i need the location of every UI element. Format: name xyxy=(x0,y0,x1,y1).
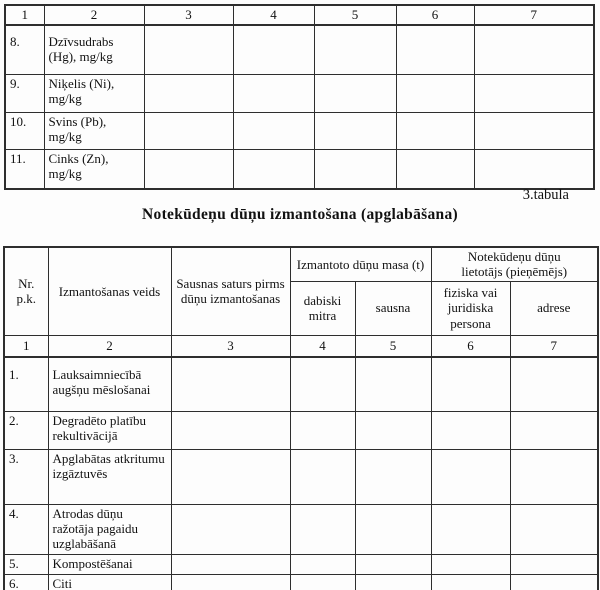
table-row-agriculture xyxy=(4,357,598,412)
empty-cell xyxy=(396,113,474,150)
empty-cell xyxy=(431,504,510,554)
table-row-nickel xyxy=(5,75,594,113)
empty-cell xyxy=(396,150,474,190)
empty-cell xyxy=(171,357,290,412)
empty-cell xyxy=(431,411,510,449)
row-label: Lauksaimniecībā augšņu mēslošanai xyxy=(48,357,171,412)
empty-cell xyxy=(474,75,594,113)
empty-cell xyxy=(314,150,396,190)
column-number: 2 xyxy=(48,335,171,357)
header-nr-pk: Nr. p.k. xyxy=(4,247,48,335)
row-label: Apglabātas atkritumu izgāztuvēs xyxy=(48,449,171,504)
empty-cell xyxy=(431,357,510,412)
header-sausnas-saturs: Sausnas saturs pirms dūņu izmantošanas xyxy=(171,247,290,335)
row-number: 10. xyxy=(5,113,44,150)
row-label: Niķelis (Ni), mg/kg xyxy=(44,75,144,113)
empty-cell xyxy=(171,449,290,504)
empty-cell xyxy=(290,574,355,590)
column-number: 5 xyxy=(314,5,396,25)
table-row-composting xyxy=(4,554,598,574)
empty-cell xyxy=(290,554,355,574)
empty-cell xyxy=(431,554,510,574)
column-number: 6 xyxy=(431,335,510,357)
header-adrese: adrese xyxy=(510,281,598,335)
empty-cell xyxy=(290,411,355,449)
empty-cell xyxy=(290,357,355,412)
row-label: Dzīvsudrabs (Hg), mg/kg xyxy=(44,25,144,75)
table-caption: 3.tabula xyxy=(522,187,569,203)
empty-cell xyxy=(290,504,355,554)
empty-cell xyxy=(290,449,355,504)
empty-cell xyxy=(431,574,510,590)
table-row-lead xyxy=(5,113,594,150)
empty-cell xyxy=(355,449,431,504)
empty-cell xyxy=(171,554,290,574)
row-label: Atrodas dūņu ražotāja pagaidu uzglabāšanā xyxy=(48,504,171,554)
page-title: Notekūdeņu dūņu izmantošana (apglabāšana) xyxy=(142,206,458,223)
empty-cell xyxy=(510,449,598,504)
header-row-groups xyxy=(4,247,598,281)
header-persona: fiziska vai juridiska persona xyxy=(431,281,510,335)
empty-cell xyxy=(144,25,233,75)
row-label: Svins (Pb), mg/kg xyxy=(44,113,144,150)
row-number: 4. xyxy=(4,504,48,554)
table-row-landfill xyxy=(4,449,598,504)
empty-cell xyxy=(474,113,594,150)
table-row-other xyxy=(4,574,598,590)
empty-cell xyxy=(510,574,598,590)
empty-cell xyxy=(510,554,598,574)
header-izmantosanas-veids: Izmantošanas veids xyxy=(48,247,171,335)
column-number: 7 xyxy=(474,5,594,25)
row-number: 11. xyxy=(5,150,44,190)
row-label: Kompostēšanai xyxy=(48,554,171,574)
table-row-mercury xyxy=(5,25,594,75)
column-number: 4 xyxy=(290,335,355,357)
empty-cell xyxy=(396,25,474,75)
row-number: 5. xyxy=(4,554,48,574)
column-number: 1 xyxy=(5,5,44,25)
empty-cell xyxy=(510,411,598,449)
empty-cell xyxy=(233,25,314,75)
row-number: 8. xyxy=(5,25,44,75)
header-sausna: sausna xyxy=(355,281,431,335)
empty-cell xyxy=(431,449,510,504)
empty-cell xyxy=(144,113,233,150)
row-number: 6. xyxy=(4,574,48,590)
row-label: Citi xyxy=(48,574,171,590)
empty-cell xyxy=(510,504,598,554)
empty-cell xyxy=(355,554,431,574)
empty-cell xyxy=(510,357,598,412)
column-number-row xyxy=(4,335,598,357)
row-number: 2. xyxy=(4,411,48,449)
empty-cell xyxy=(474,25,594,75)
empty-cell xyxy=(233,113,314,150)
column-number: 2 xyxy=(44,5,144,25)
table-row-temporary-storage xyxy=(4,504,598,554)
sludge-usage-table xyxy=(3,246,599,590)
empty-cell xyxy=(314,75,396,113)
empty-cell xyxy=(355,504,431,554)
row-number: 9. xyxy=(5,75,44,113)
column-number-row xyxy=(5,5,594,25)
column-number: 4 xyxy=(233,5,314,25)
empty-cell xyxy=(396,75,474,113)
column-number: 6 xyxy=(396,5,474,25)
heavy-metals-table xyxy=(4,4,595,190)
empty-cell xyxy=(355,574,431,590)
column-number: 3 xyxy=(144,5,233,25)
empty-cell xyxy=(355,411,431,449)
column-number: 5 xyxy=(355,335,431,357)
table-row-zinc xyxy=(5,150,594,190)
column-number: 3 xyxy=(171,335,290,357)
header-dabiski-mitra: dabiski mitra xyxy=(290,281,355,335)
empty-cell xyxy=(314,25,396,75)
empty-cell xyxy=(171,411,290,449)
empty-cell xyxy=(233,75,314,113)
row-label: Cinks (Zn), mg/kg xyxy=(44,150,144,190)
column-number: 7 xyxy=(510,335,598,357)
header-group-masa: Izmantoto dūņu masa (t) xyxy=(290,247,431,281)
empty-cell xyxy=(474,150,594,190)
row-label: Degradēto platību rekultivācijā xyxy=(48,411,171,449)
row-number: 3. xyxy=(4,449,48,504)
header-group-lietotajs: Notekūdeņu dūņu lietotājs (pieņēmējs) xyxy=(431,247,598,281)
empty-cell xyxy=(144,75,233,113)
empty-cell xyxy=(314,113,396,150)
empty-cell xyxy=(233,150,314,190)
row-number: 1. xyxy=(4,357,48,412)
empty-cell xyxy=(171,574,290,590)
empty-cell xyxy=(171,504,290,554)
table-row-recultivation xyxy=(4,411,598,449)
column-number: 1 xyxy=(4,335,48,357)
empty-cell xyxy=(355,357,431,412)
empty-cell xyxy=(144,150,233,190)
